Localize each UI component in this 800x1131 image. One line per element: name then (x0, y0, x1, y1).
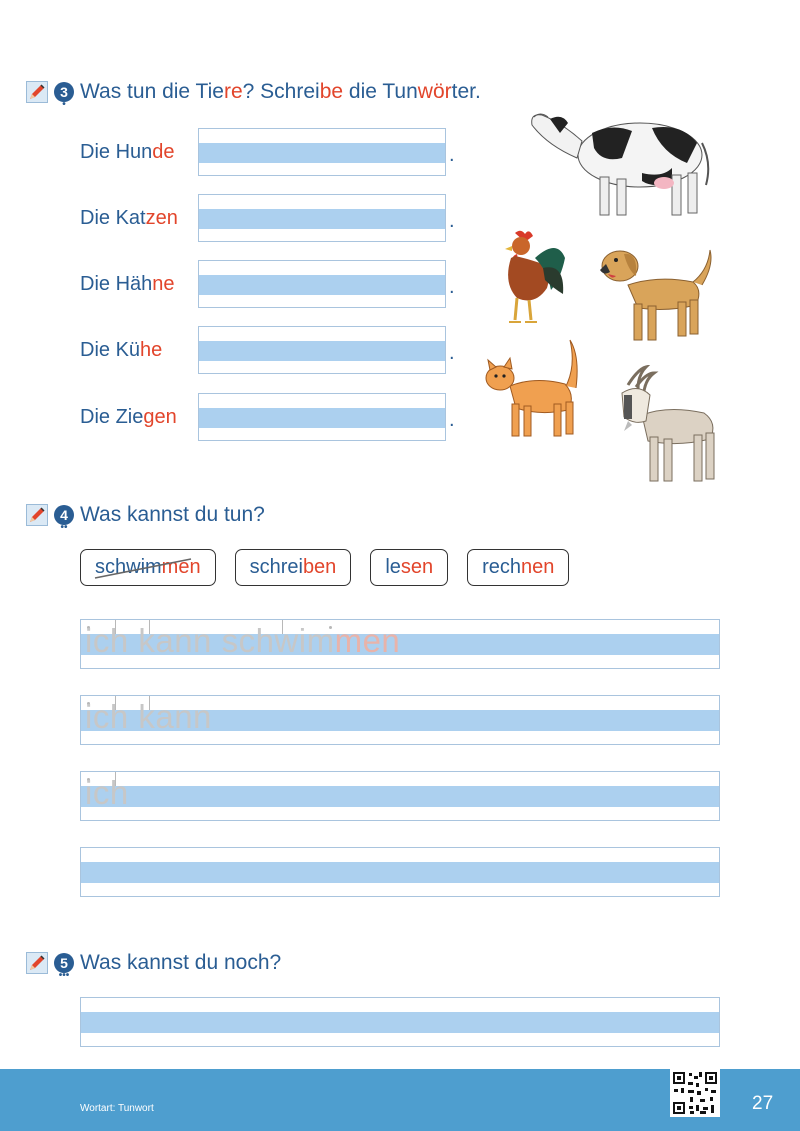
animal-label (80, 207, 178, 230)
highlighted-syllable: de (152, 141, 175, 163)
highlighted-syllable: men (161, 556, 201, 578)
highlighted-syllable: he (140, 339, 163, 361)
task-4-heading (26, 503, 265, 533)
goat-illustration (608, 365, 726, 487)
sentence-period: . (449, 409, 455, 431)
sentence-period: . (449, 144, 455, 166)
sentence-period: . (449, 210, 455, 232)
writing-line[interactable] (80, 847, 720, 897)
tracing-text: ich (85, 774, 129, 811)
sentence-period: . (449, 342, 455, 364)
highlighted-syllable: wör (417, 80, 452, 103)
footer-label: Wortart: Tunwort (80, 1103, 154, 1114)
task-number-badge: 5 ••• (54, 953, 74, 973)
qr-code-icon (670, 1069, 720, 1117)
strikethrough-mark (93, 555, 193, 581)
highlighted-syllable: nen (521, 556, 555, 578)
text-segment: rech (482, 556, 522, 578)
text-segment: schrei (249, 556, 303, 578)
task-5-title: Was kannst du noch? (80, 951, 282, 974)
task-number-badge: 3 • (54, 82, 74, 102)
text-segment: Was tun die Tie (80, 80, 224, 103)
pencil-icon (26, 504, 48, 526)
task-3-heading (26, 80, 481, 110)
answer-line[interactable] (198, 393, 446, 441)
answer-line[interactable] (198, 128, 446, 176)
writing-line[interactable] (80, 619, 720, 669)
highlighted-syllable: ne (152, 273, 175, 295)
rooster-illustration (495, 228, 567, 330)
cat-illustration (480, 336, 586, 442)
text-segment: Die Häh (80, 273, 153, 295)
animal-label (80, 339, 162, 362)
cow-illustration (522, 103, 712, 221)
animal-label (80, 273, 175, 296)
writing-line[interactable] (80, 771, 720, 821)
animal-label (80, 141, 175, 164)
page-number: 27 (752, 1093, 774, 1114)
pencil-icon (26, 81, 48, 103)
word-chip (80, 549, 216, 586)
tracing-guide-text (85, 698, 212, 736)
word-chip (467, 549, 569, 586)
tracing-text: ich kann (85, 698, 212, 735)
word-chips (80, 549, 569, 586)
word-chip (370, 549, 448, 586)
answer-line[interactable] (198, 326, 446, 374)
highlighted-syllable: re (223, 80, 243, 103)
word-chip (235, 549, 352, 586)
pencil-icon (26, 952, 48, 974)
highlighted-syllable: zen (145, 207, 178, 229)
answer-line[interactable] (198, 260, 446, 308)
task-5-heading (26, 951, 282, 981)
dog-illustration (598, 240, 716, 345)
tracing-text-ending: men (334, 622, 401, 659)
highlighted-syllable: gen (143, 406, 177, 428)
task-number-badge: 4 •• (54, 505, 74, 525)
text-segment: le (385, 556, 401, 578)
text-segment: Die Kü (80, 339, 141, 361)
text-segment: die Tun (343, 80, 418, 103)
tracing-guide-text (85, 622, 400, 660)
text-segment: Die Hun (80, 141, 153, 163)
highlighted-syllable: sen (400, 556, 434, 578)
text-segment: schwim (95, 556, 162, 578)
tracing-guide-text (85, 774, 129, 812)
text-segment: ? Schrei (242, 80, 320, 103)
text-segment: Die Zie (80, 406, 144, 428)
task-4-title: Was kannst du tun? (80, 503, 265, 526)
tracing-text: ich kann schwim (85, 622, 335, 659)
task-5-writing-line[interactable] (80, 997, 720, 1047)
sentence-period: . (449, 276, 455, 298)
answer-line[interactable] (198, 194, 446, 242)
highlighted-syllable: be (319, 80, 344, 103)
text-segment: Die Kat (80, 207, 146, 229)
animal-label (80, 406, 177, 429)
highlighted-syllable: ben (302, 556, 337, 578)
text-segment: ter. (451, 80, 481, 103)
task-3-title (80, 80, 481, 104)
writing-line[interactable] (80, 695, 720, 745)
